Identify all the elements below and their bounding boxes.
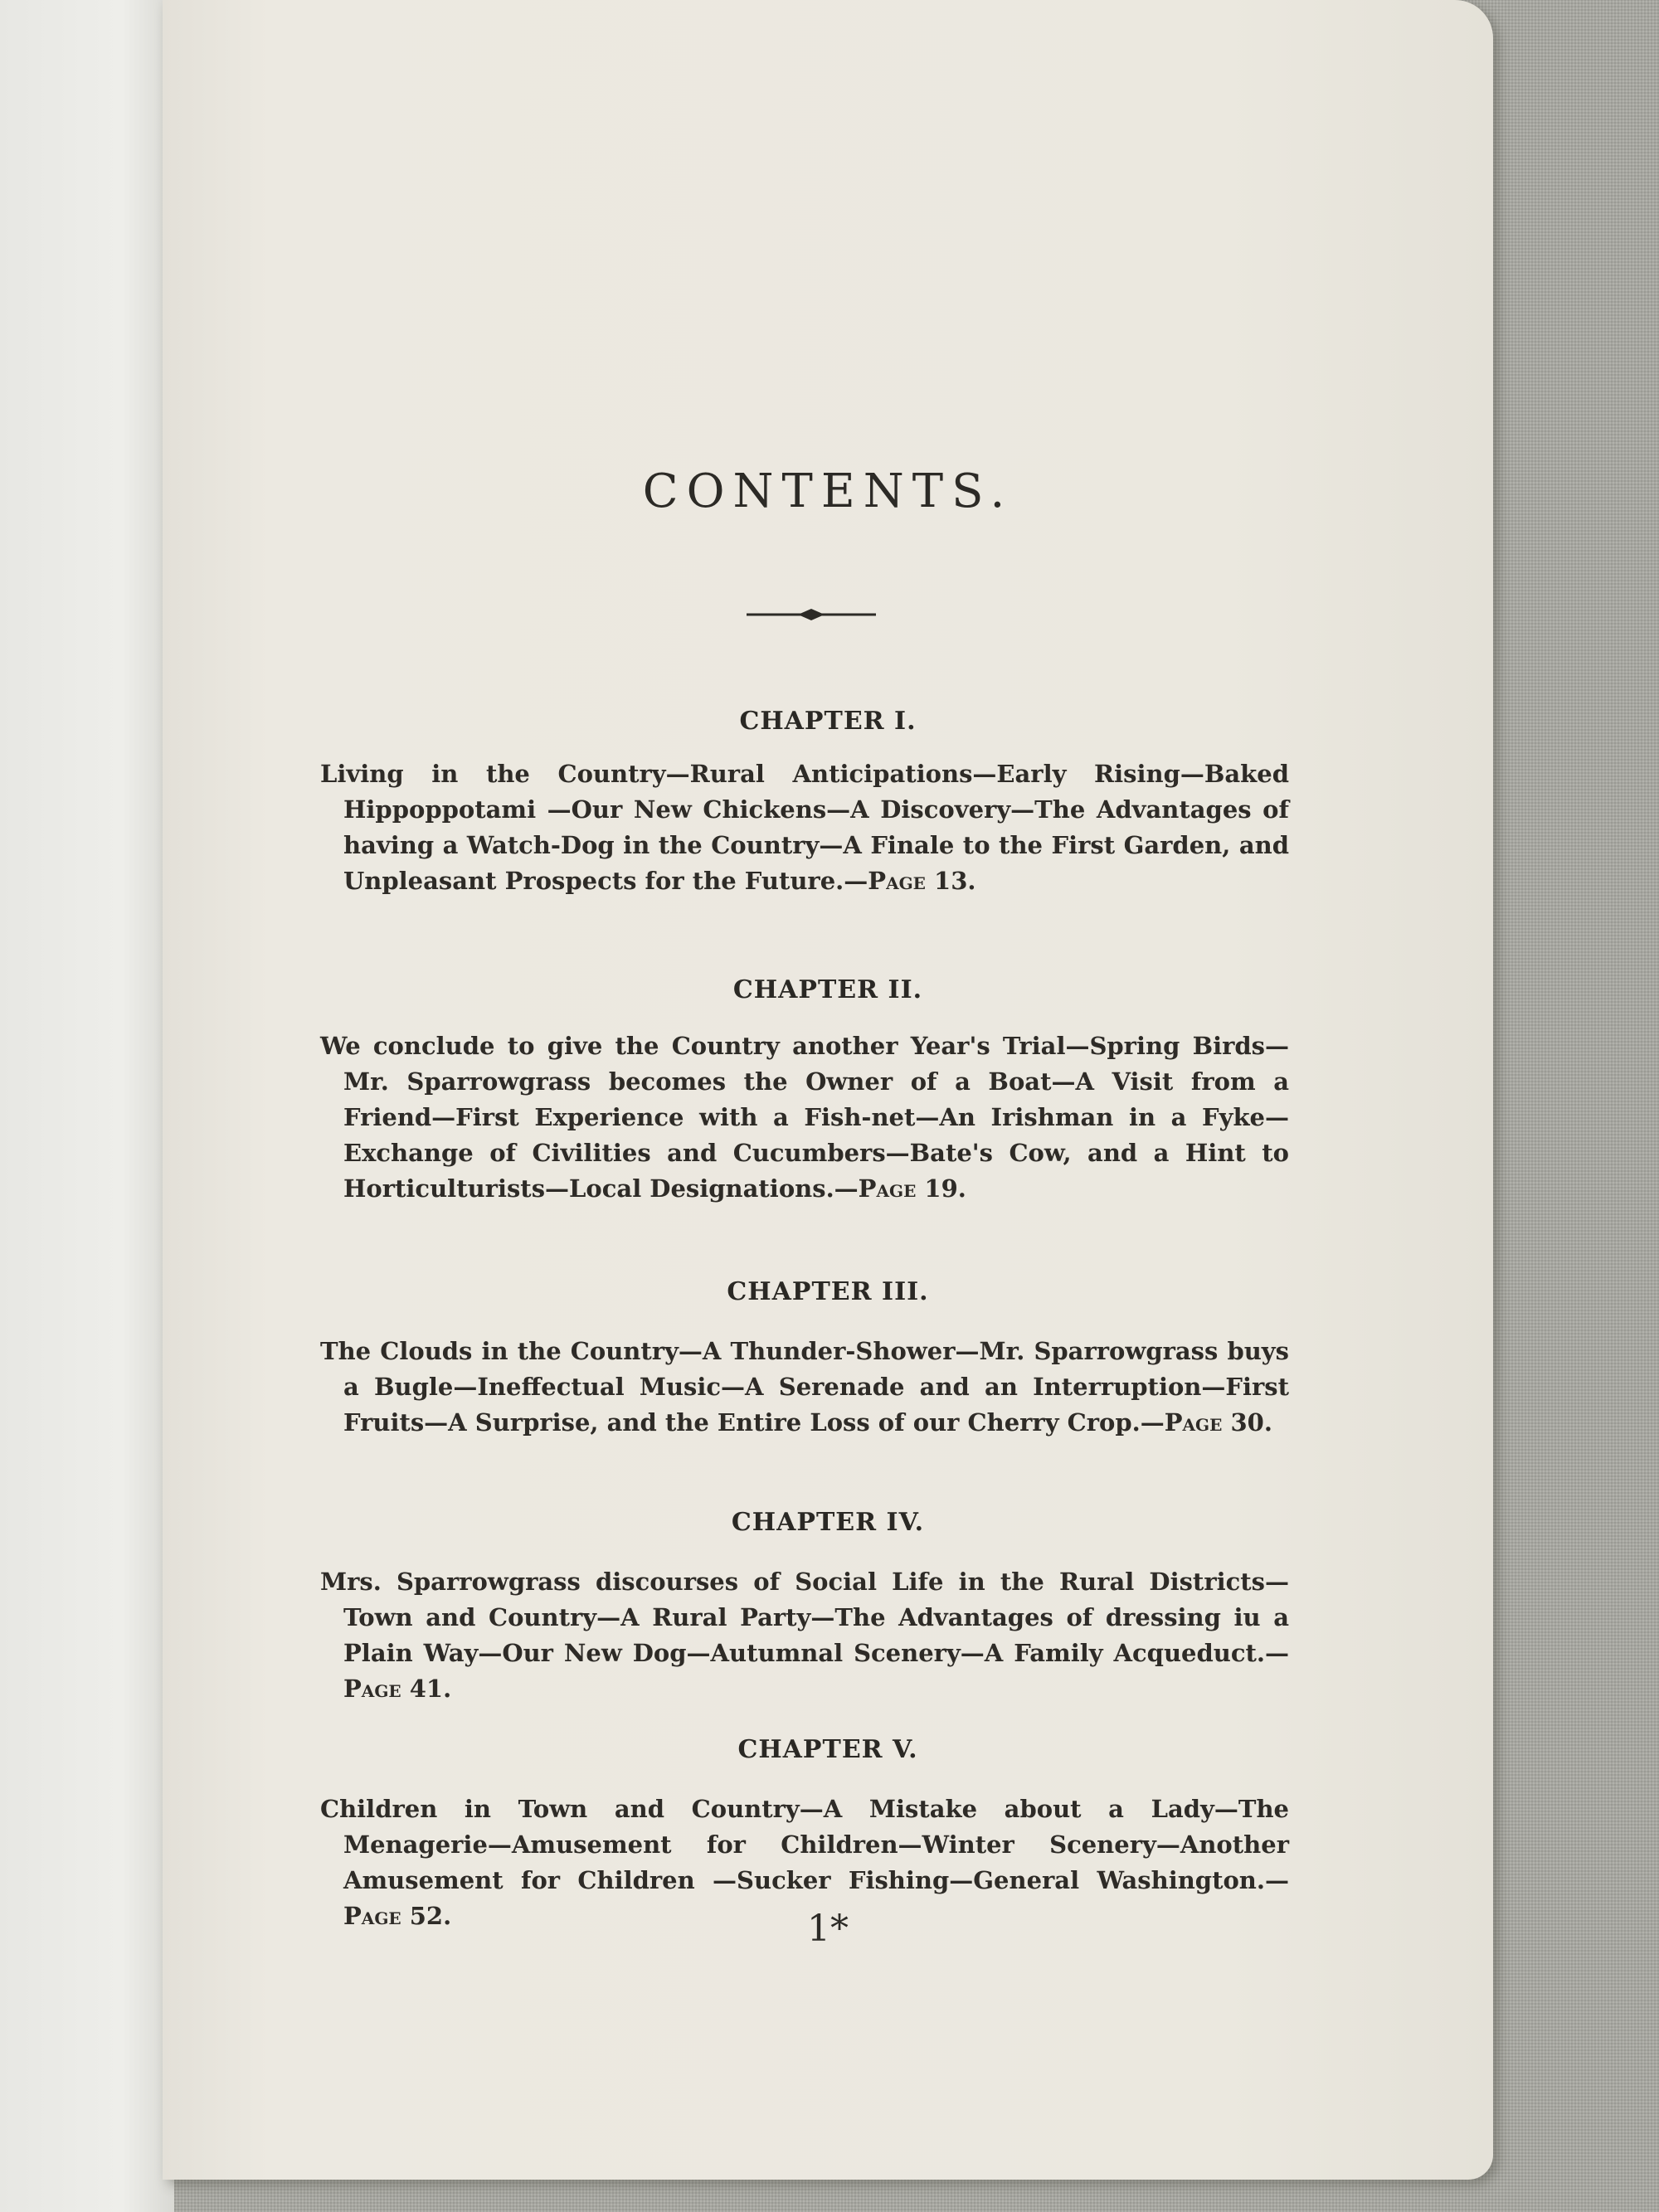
chapter-summary-text: Living in the Country—Rural Anticipations—Early Rising—Baked Hippoppotami —Our New Chickens—A Discovery—The Advantages of having a Watch-Dog in the Country—A Finale to the First Garden, and Unpleasant Prospects for the Future. [320, 760, 1289, 895]
page-reference: —Page 13. [844, 867, 976, 895]
chapter-heading-5: CHAPTER V. [737, 1735, 918, 1764]
chapter-summary-text: The Clouds in the Country—A Thunder-Shower—Mr. Sparrowgrass buys a Bugle—Ineffectual Music—A Serenade and an Interruption—First Fruits—A Surprise, and the Entire Loss of our Cherry Crop. [320, 1337, 1289, 1437]
page-reference: —Page 41. [343, 1639, 1289, 1703]
page-reference: —Page 52. [343, 1866, 1289, 1930]
chapter-summary-3 [320, 1334, 1289, 1441]
chapter-summary-text: Children in Town and Country—A Mistake about a Lady—The Menagerie—Amusement for Children—Winter Scenery—Another Amusement for Children —Sucker Fishing—General Washington. [320, 1795, 1289, 1894]
chapter-summary-2 [320, 1028, 1289, 1207]
book-page [163, 0, 1493, 2180]
page-title: CONTENTS. [642, 464, 1014, 518]
chapter-heading-4: CHAPTER IV. [731, 1508, 925, 1537]
chapter-summary-text: Mrs. Sparrowgrass discourses of Social Life in the Rural Districts—Town and Country—A Rural Party—The Advantages of dressing iu a Plain Way—Our New Dog—Autumnal Scenery—A Family Acqueduct. [320, 1568, 1289, 1667]
ornament-rule-icon [745, 605, 878, 624]
chapter-summary-1 [320, 756, 1289, 899]
chapter-summary-text: We conclude to give the Country another Year's Trial—Spring Birds—Mr. Sparrowgrass becomes the Owner of a Boat—A Visit from a Friend—First Experience with a Fish-net—An Irishman in a Fyke—Exchange of Civilities and Cucumbers—Bate's Cow, and a Hint to Horticulturists—Local Designations. [320, 1032, 1289, 1203]
facing-page-edge [0, 0, 174, 2212]
page-reference: —Page 19. [834, 1174, 966, 1203]
chapter-heading-2: CHAPTER II. [732, 975, 923, 1004]
signature-mark: 1* [807, 1908, 849, 1950]
page-reference: —Page 30. [1140, 1408, 1272, 1437]
chapter-summary-4 [320, 1564, 1289, 1707]
chapter-heading-1: CHAPTER I. [739, 707, 917, 736]
chapter-heading-3: CHAPTER III. [727, 1277, 929, 1306]
